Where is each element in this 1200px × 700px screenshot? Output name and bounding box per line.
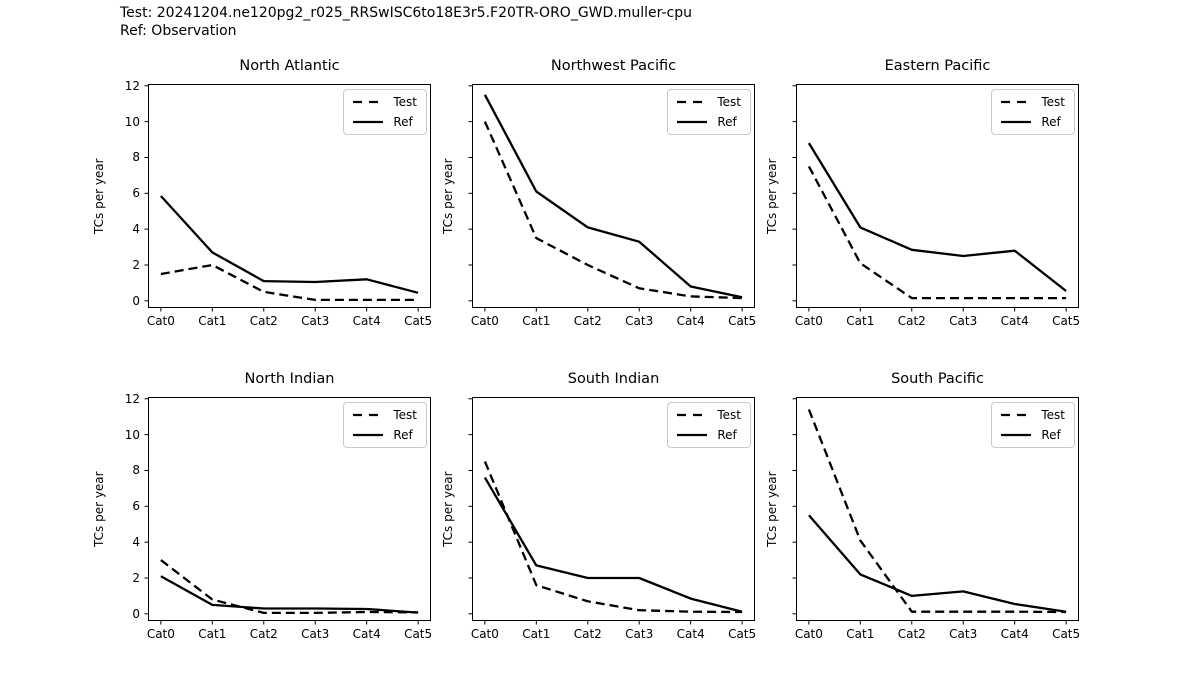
figure-title-test: Test: 20241204.ne120pg2_r025_RRSwISC6to18E3r5.F20TR-ORO_GWD.muller-cpu [120,5,693,21]
solid-line-sample-icon [1001,433,1031,437]
series-line-ref [161,196,418,293]
legend-label: Ref [717,428,737,442]
series-line-ref [809,143,1066,291]
legend-label: Test [1041,95,1065,109]
x-tick-label: Cat1 [846,627,875,641]
subplot-north-atlantic [92,58,433,328]
legend [667,89,751,135]
subplot-south-indian [441,371,757,641]
x-tick-label: Cat4 [1000,314,1029,328]
x-tick-label: Cat5 [1052,627,1081,641]
legend-entry-ref [677,428,741,442]
subplot-title: South Indian [567,371,660,387]
legend-entry-test [677,95,741,109]
legend-label: Test [717,95,741,109]
figure-title-ref: Ref: Observation [120,23,237,39]
dashed-line-sample-icon [353,100,383,104]
series-line-test [485,122,742,299]
dashed-line-sample-icon [677,413,707,417]
series-line-test [809,166,1066,298]
legend-label: Test [393,95,417,109]
y-tick-label: 10 [124,114,140,129]
legend-label: Test [1041,408,1065,422]
subplot-eastern-pacific [765,58,1081,328]
solid-line-sample-icon [677,120,707,124]
x-tick-label: Cat4 [676,627,705,641]
series-line-test [485,462,742,613]
series-line-ref [809,515,1066,611]
legend [991,89,1075,135]
y-tick-label: 0 [132,606,140,621]
legend-label: Ref [1041,115,1061,129]
y-tick-label: 2 [132,257,140,272]
legend-entry-ref [1001,115,1065,129]
y-tick-label: 4 [132,535,140,550]
x-tick-label: Cat3 [301,627,330,641]
x-tick-label: Cat5 [1052,314,1081,328]
x-tick-label: Cat2 [573,314,602,328]
x-tick-label: Cat0 [794,314,823,328]
x-tick-label: Cat3 [949,314,978,328]
x-tick-label: Cat1 [198,627,227,641]
x-tick-label: Cat0 [146,627,175,641]
x-tick-label: Cat1 [846,314,875,328]
solid-line-sample-icon [353,120,383,124]
subplot-title: Northwest Pacific [550,58,677,74]
x-tick-label: Cat2 [249,627,278,641]
legend-entry-test [1001,95,1065,109]
series-line-ref [161,576,418,612]
y-tick-label: 12 [124,78,140,93]
x-tick-label: Cat0 [470,627,499,641]
x-tick-label: Cat1 [198,314,227,328]
x-tick-label: Cat1 [522,314,551,328]
solid-line-sample-icon [677,433,707,437]
y-axis-label: TCs per year [92,471,106,547]
y-tick-label: 6 [132,499,140,514]
legend-entry-ref [1001,428,1065,442]
subplot-title: North Indian [244,371,335,387]
legend-entry-test [353,95,417,109]
x-tick-label: Cat3 [625,314,654,328]
legend-entry-test [1001,408,1065,422]
y-tick-label: 10 [124,427,140,442]
legend-entry-test [677,408,741,422]
legend [343,89,427,135]
x-tick-label: Cat5 [728,627,757,641]
x-tick-label: Cat4 [1000,627,1029,641]
x-tick-label: Cat4 [352,627,381,641]
subplot-title: North Atlantic [239,58,340,74]
legend-entry-ref [353,115,417,129]
legend-label: Ref [393,115,413,129]
y-tick-label: 6 [132,186,140,201]
y-axis-label: TCs per year [441,158,455,234]
legend [343,402,427,448]
solid-line-sample-icon [353,433,383,437]
y-tick-label: 4 [132,222,140,237]
x-tick-label: Cat0 [146,314,175,328]
legend-label: Ref [393,428,413,442]
series-line-ref [485,478,742,612]
x-tick-label: Cat1 [522,627,551,641]
legend-label: Ref [1041,428,1061,442]
x-tick-label: Cat2 [249,314,278,328]
x-tick-label: Cat0 [470,314,499,328]
x-tick-label: Cat4 [352,314,381,328]
subplot-north-indian [92,371,433,641]
y-tick-label: 12 [124,391,140,406]
subplot-title: South Pacific [891,371,984,387]
y-tick-label: 2 [132,570,140,585]
legend [991,402,1075,448]
dashed-line-sample-icon [1001,413,1031,417]
y-tick-label: 8 [132,150,140,165]
y-tick-label: 8 [132,463,140,478]
legend-label: Test [393,408,417,422]
legend-label: Test [717,408,741,422]
subplot-northwest-pacific [441,58,757,328]
y-axis-label: TCs per year [765,158,779,234]
legend-entry-ref [677,115,741,129]
y-axis-label: TCs per year [92,158,106,234]
x-tick-label: Cat3 [625,627,654,641]
dashed-line-sample-icon [1001,100,1031,104]
subplot-title: Eastern Pacific [884,58,991,74]
y-tick-label: 0 [132,293,140,308]
subplot-south-pacific [765,371,1081,641]
x-tick-label: Cat4 [676,314,705,328]
x-tick-label: Cat5 [404,627,433,641]
x-tick-label: Cat0 [794,627,823,641]
x-tick-label: Cat2 [897,314,926,328]
x-tick-label: Cat5 [404,314,433,328]
legend-entry-ref [353,428,417,442]
legend [667,402,751,448]
x-tick-label: Cat3 [949,627,978,641]
solid-line-sample-icon [1001,120,1031,124]
series-line-test [161,560,418,613]
x-tick-label: Cat2 [573,627,602,641]
dashed-line-sample-icon [677,100,707,104]
x-tick-label: Cat5 [728,314,757,328]
y-axis-label: TCs per year [765,471,779,547]
dashed-line-sample-icon [353,413,383,417]
legend-label: Ref [717,115,737,129]
x-tick-label: Cat2 [897,627,926,641]
y-axis-label: TCs per year [441,471,455,547]
x-tick-label: Cat3 [301,314,330,328]
legend-entry-test [353,408,417,422]
